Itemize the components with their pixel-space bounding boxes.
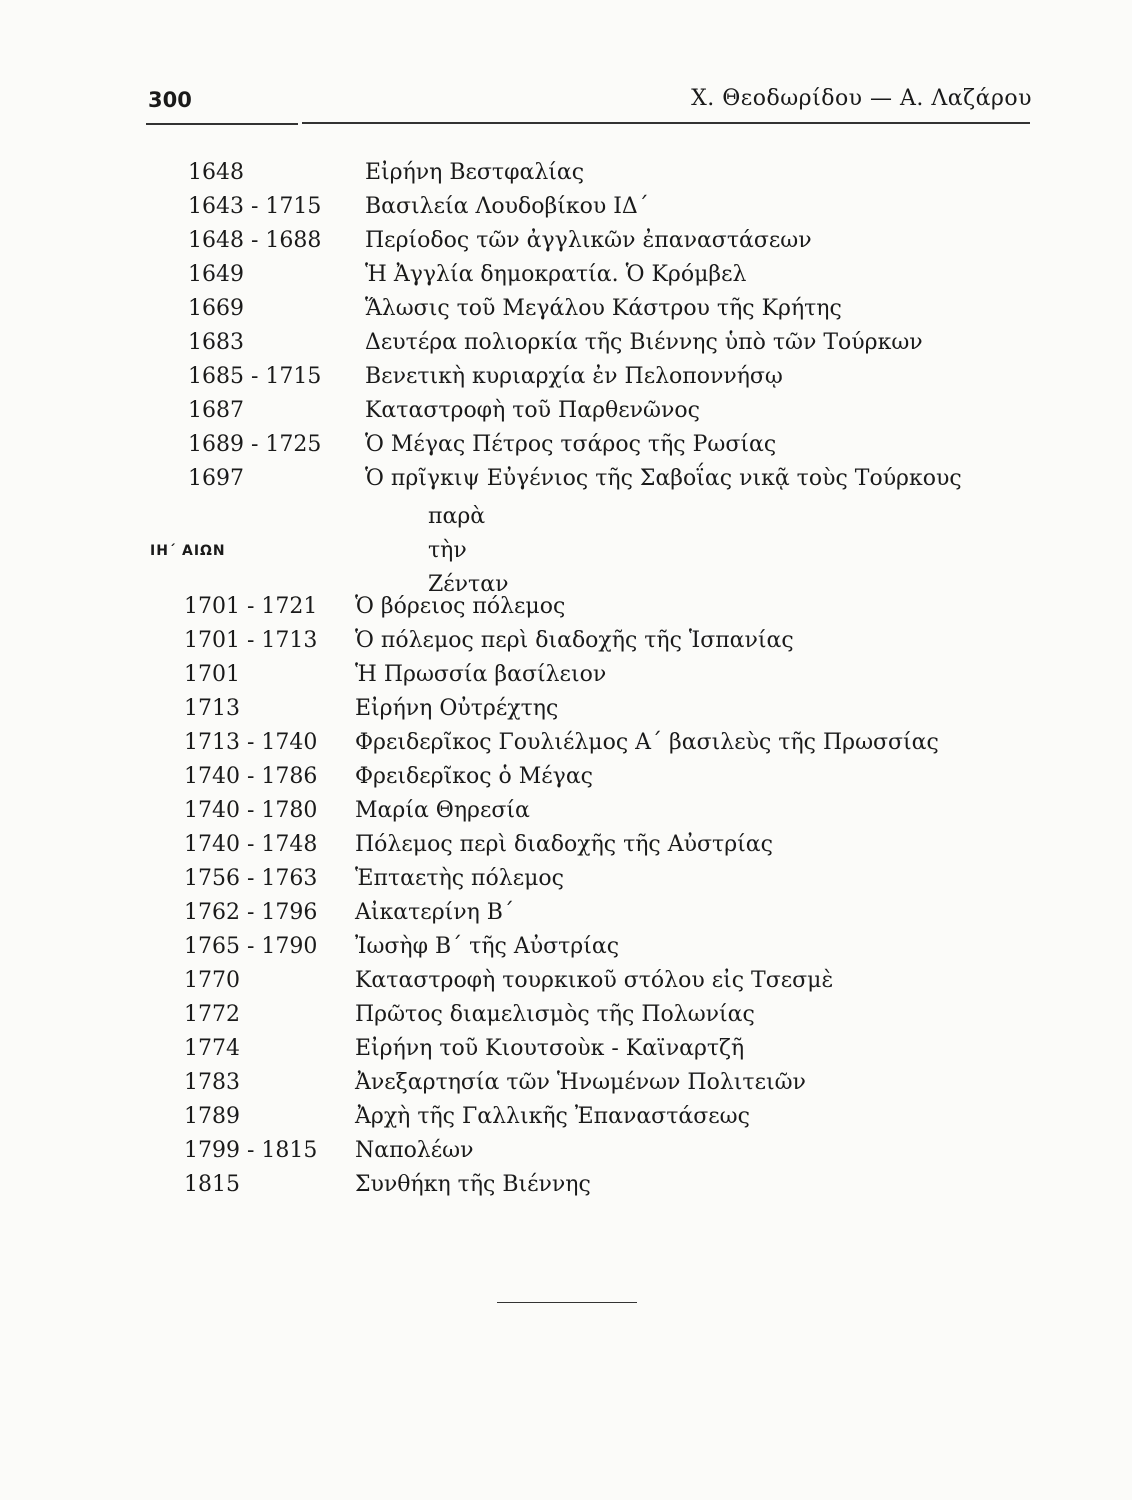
row-date: 1740 - 1786 [184,764,318,789]
end-rule [497,1302,637,1303]
page-number: 300 [148,88,192,112]
row-event: Εἰρήνη Οὐτρέχτης [355,696,559,721]
row-event: Αἰκατερίνη Β΄ [355,900,514,925]
row-event: Πόλεμος περὶ διαδοχῆς τῆς Αὐστρίας [355,832,773,857]
row-date: 1772 [184,1002,240,1027]
row-event: Καταστροφὴ τουρκικοῦ στόλου εἰς Τσεσμὲ [355,968,834,993]
row-date: 1740 - 1780 [184,798,318,823]
running-head: Χ. Θεοδωρίδου — Α. Λαζάρου [691,86,1032,111]
row-date: 1713 - 1740 [184,730,318,755]
row-event: Φρειδερῖκος ὁ Μέγας [355,764,593,789]
row-date: 1740 - 1748 [184,832,318,857]
row-date: 1687 [188,398,244,423]
row-event: Δευτέρα πολιορκία τῆς Βιέννης ὑπὸ τῶν Τούρκων [365,330,923,355]
row-event: Συνθήκη τῆς Βιέννης [355,1172,591,1197]
row-event: Ὁ Μέγας Πέτρος τσάρος τῆς Ρωσίας [365,432,777,457]
row-event: Πρῶτος διαμελισμὸς τῆς Πολωνίας [355,1002,755,1027]
row-date: 1649 [188,262,244,287]
row-event: Ἅλωσις τοῦ Μεγάλου Κάστρου τῆς Κρήτης [365,296,842,321]
row-date: 1689 - 1725 [188,432,322,457]
row-event-continuation: παρὰ τὴν Ζένταν [428,504,509,597]
row-event: Ἡ Ἀγγλία δημοκρατία. Ὁ Κρόμβελ [365,262,747,287]
row-event: Ναπολέων [355,1138,474,1163]
row-date: 1648 - 1688 [188,228,322,253]
row-date: 1669 [188,296,244,321]
row-event: Καταστροφὴ τοῦ Παρθενῶνος [365,398,700,423]
century-heading: ΙΗ΄ ΑΙΩΝ [150,543,226,559]
row-date: 1685 - 1715 [188,364,322,389]
row-date: 1815 [184,1172,240,1197]
row-event: Περίοδος τῶν ἀγγλικῶν ἐπαναστάσεων [365,228,812,253]
header-rule [146,123,298,125]
row-date: 1789 [184,1104,240,1129]
row-date: 1756 - 1763 [184,866,318,891]
row-event: Ὁ πρῖγκιψ Εὐγένιος τῆς Σαβοΐας νικᾷ τοὺς Τούρκους [365,466,962,491]
row-date: 1783 [184,1070,240,1095]
row-date: 1697 [188,466,244,491]
row-date: 1762 - 1796 [184,900,318,925]
row-date: 1701 - 1713 [184,628,318,653]
row-date: 1683 [188,330,244,355]
row-date: 1765 - 1790 [184,934,318,959]
header-rule [302,122,1030,124]
row-event: Ἀνεξαρτησία τῶν Ἡνωμένων Πολιτειῶν [355,1070,806,1095]
row-event: Ὁ πόλεμος περὶ διαδοχῆς τῆς Ἱσπανίας [355,628,794,653]
row-event: Ἰωσὴφ Β΄ τῆς Αὐστρίας [355,934,620,959]
row-event: Ἑπταετὴς πόλεμος [355,866,564,891]
row-event: Ἡ Πρωσσία βασίλειον [355,662,607,687]
row-event: Εἰρήνη Βεστφαλίας [365,160,585,185]
row-event: Ἀρχὴ τῆς Γαλλικῆς Ἐπαναστάσεως [355,1104,750,1129]
row-event: Βενετικὴ κυριαρχία ἐν Πελοποννήσῳ [365,364,783,389]
row-date: 1713 [184,696,240,721]
row-date: 1770 [184,968,240,993]
row-date: 1643 - 1715 [188,194,322,219]
row-date: 1774 [184,1036,240,1061]
row-event: Εἰρήνη τοῦ Κιουτσοὺκ - Καϊναρτζῆ [355,1036,745,1061]
row-event: Ὁ βόρειος πόλεμος [355,594,566,619]
row-event: Φρειδερῖκος Γουλιέλμος Α΄ βασιλεὺς τῆς Πρωσσίας [355,730,939,755]
row-date: 1701 - 1721 [184,594,318,619]
row-event: Μαρία Θηρεσία [355,798,530,823]
row-date: 1648 [188,160,244,185]
row-date: 1701 [184,662,240,687]
row-date: 1799 - 1815 [184,1138,318,1163]
row-event: Βασιλεία Λουδοβίκου ΙΔ΄ [365,194,649,219]
